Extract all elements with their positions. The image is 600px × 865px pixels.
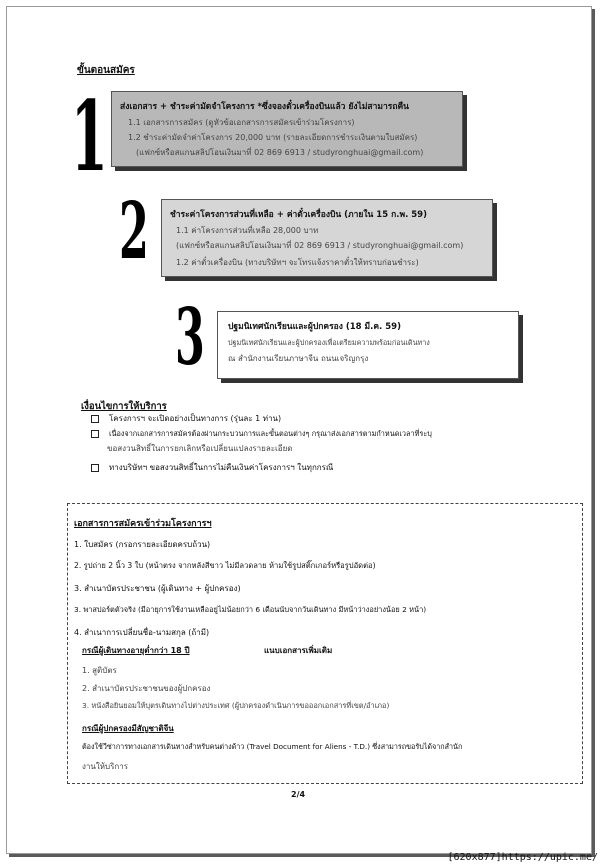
step-2-line: 1.2 ค่าตั๋วเครื่องบิน (ทางบริษัทฯ จะโทรแจ้งราคาตั๋วให้ทราบก่อนชำระ) [176, 258, 419, 267]
step-number-3: 3 [175, 292, 205, 383]
documents-title: เอกสารการสมัครเข้าร่วมโครงการฯ [74, 519, 212, 529]
document-item: 2. รูปถ่าย 2 นิ้ว 3 ใบ (หน้าตรง จากหลังสีขาว ไม่มีลวดลาย ห้ามใช้รูปสติ๊กเกอร์หรือรูปอัดต่อ) [74, 561, 376, 570]
condition-item: โครงการฯ จะเปิดอย่างเป็นทางการ (รุ่นละ 1 ท่าน) [91, 411, 281, 426]
step-box-1 [111, 91, 463, 167]
document-item: 3. สำเนาบัตรประชาชน (ผู้เดินทาง + ผู้ปกครอง) [74, 584, 241, 593]
step-box-3 [217, 311, 519, 379]
page-number: 2/4 [291, 790, 306, 799]
step-1-line: 1.2 ชำระค่ามัดจำค่าโครงการ 20,000 บาท (รายละเอียดการชำระเงินตามใบสมัคร) [128, 133, 418, 142]
step-number-1: 1 [71, 80, 108, 193]
step-3-line: ปฐมนิเทศนักเรียนและผู้ปกครองเพื่อเตรียมความพร้อมก่อนเดินทาง [228, 338, 430, 347]
minor-item: 3. หนังสือยินยอมให้บุตรเดินทางไปต่างประเทศ (ผู้ปกครองดำเนินการขอออกเอกสารที่เขต/อำเภอ) [82, 701, 390, 710]
step-3-heading: ปฐมนิเทศนักเรียนและผู้ปกครอง (18 มี.ค. 59) [228, 322, 401, 332]
chinese-parent-text: ต้องใช้วีซ่าการทางเอกสารเดินทางสำหรับคนต่างด้าว (Travel Document for Aliens - T.D.) ซึ่งสามารถขอรับได้จากสำนัก [82, 742, 463, 751]
document-item: 3. พาสปอร์ตตัวจริง (มีอายุการใช้งานเหลืออยู่ไม่น้อยกว่า 6 เดือนนับจากวันเดินทาง มีหน้าว่างอย่างน้อย 2 หน้า) [74, 605, 427, 614]
step-1-line: (แฟกซ์หรือสแกนสลิปโอนเงินมาที่ 02 869 6913 / studyronghuai@gmail.com) [136, 148, 424, 157]
image-host-stamp: [620x877]https://upic.me/ [447, 852, 598, 863]
section-title: ขั้นตอนสมัคร [77, 65, 135, 76]
minor-title: กรณีผู้เดินทางอายุต่ำกว่า 18 ปี [82, 646, 190, 655]
bullet-square-icon [91, 430, 99, 438]
condition-item: ขอสงวนสิทธิ์ในการยกเลิกหรือเปลี่ยนแปลงรายละเอียด [107, 444, 293, 453]
minor-item: 1. สูติบัตร [82, 666, 117, 675]
chinese-parent-text: งานให้บริการ [82, 762, 129, 771]
document-item: 1. ใบสมัคร (กรอกรายละเอียดครบถ้วน) [74, 540, 211, 549]
minor-note: แนบเอกสารเพิ่มเติม [264, 646, 333, 655]
bullet-square-icon [91, 415, 99, 423]
bullet-square-icon [91, 464, 99, 472]
minor-item: 2. สำเนาบัตรประชาชนของผู้ปกครอง [82, 684, 211, 693]
step-number-2: 2 [119, 186, 149, 277]
step-1-heading: ส่งเอกสาร + ชำระค่ามัดจำโครงการ *ซึ่งจองตั๋วเครื่องบินแล้ว ยังไม่สามารถคืน [120, 102, 409, 112]
conditions-title: เงื่อนไขการให้บริการ [81, 401, 167, 412]
step-1-line: 1.1 เอกสารการสมัคร (ดูหัวข้อเอกสารการสมัครเข้าร่วมโครงการ) [128, 118, 355, 127]
condition-item: ทางบริษัทฯ ขอสงวนสิทธิ์ในการไม่คืนเงินค่าโครงการฯ ในทุกกรณี [91, 460, 333, 475]
document-item: 4. สำเนาการเปลี่ยนชื่อ-นามสกุล (ถ้ามี) [74, 628, 210, 637]
step-2-line: (แฟกซ์หรือสแกนสลิปโอนเงินมาที่ 02 869 6913 / studyronghuai@gmail.com) [176, 241, 464, 250]
document-page [6, 6, 592, 854]
chinese-parent-title: กรณีผู้ปกครองมีสัญชาติจีน [82, 724, 174, 733]
step-box-2 [161, 199, 493, 277]
step-2-line: 1.1 ค่าโครงการส่วนที่เหลือ 28,000 บาท [176, 226, 319, 235]
step-2-heading: ชำระค่าโครงการส่วนที่เหลือ + ค่าตั๋วเครื่องบิน (ภายใน 15 ก.พ. 59) [170, 210, 427, 220]
step-3-line: ณ สำนักงานเรียนภาษาจีน ถนนเจริญกรุง [228, 354, 369, 363]
condition-item: เนื่องจากเอกสารการสมัครต้องผ่านกระบวนการและขั้นตอนต่างๆ กรุณาส่งเอกสารตามกำหนดเวลาที่ระบุ [91, 426, 432, 441]
documents-box [67, 503, 583, 784]
